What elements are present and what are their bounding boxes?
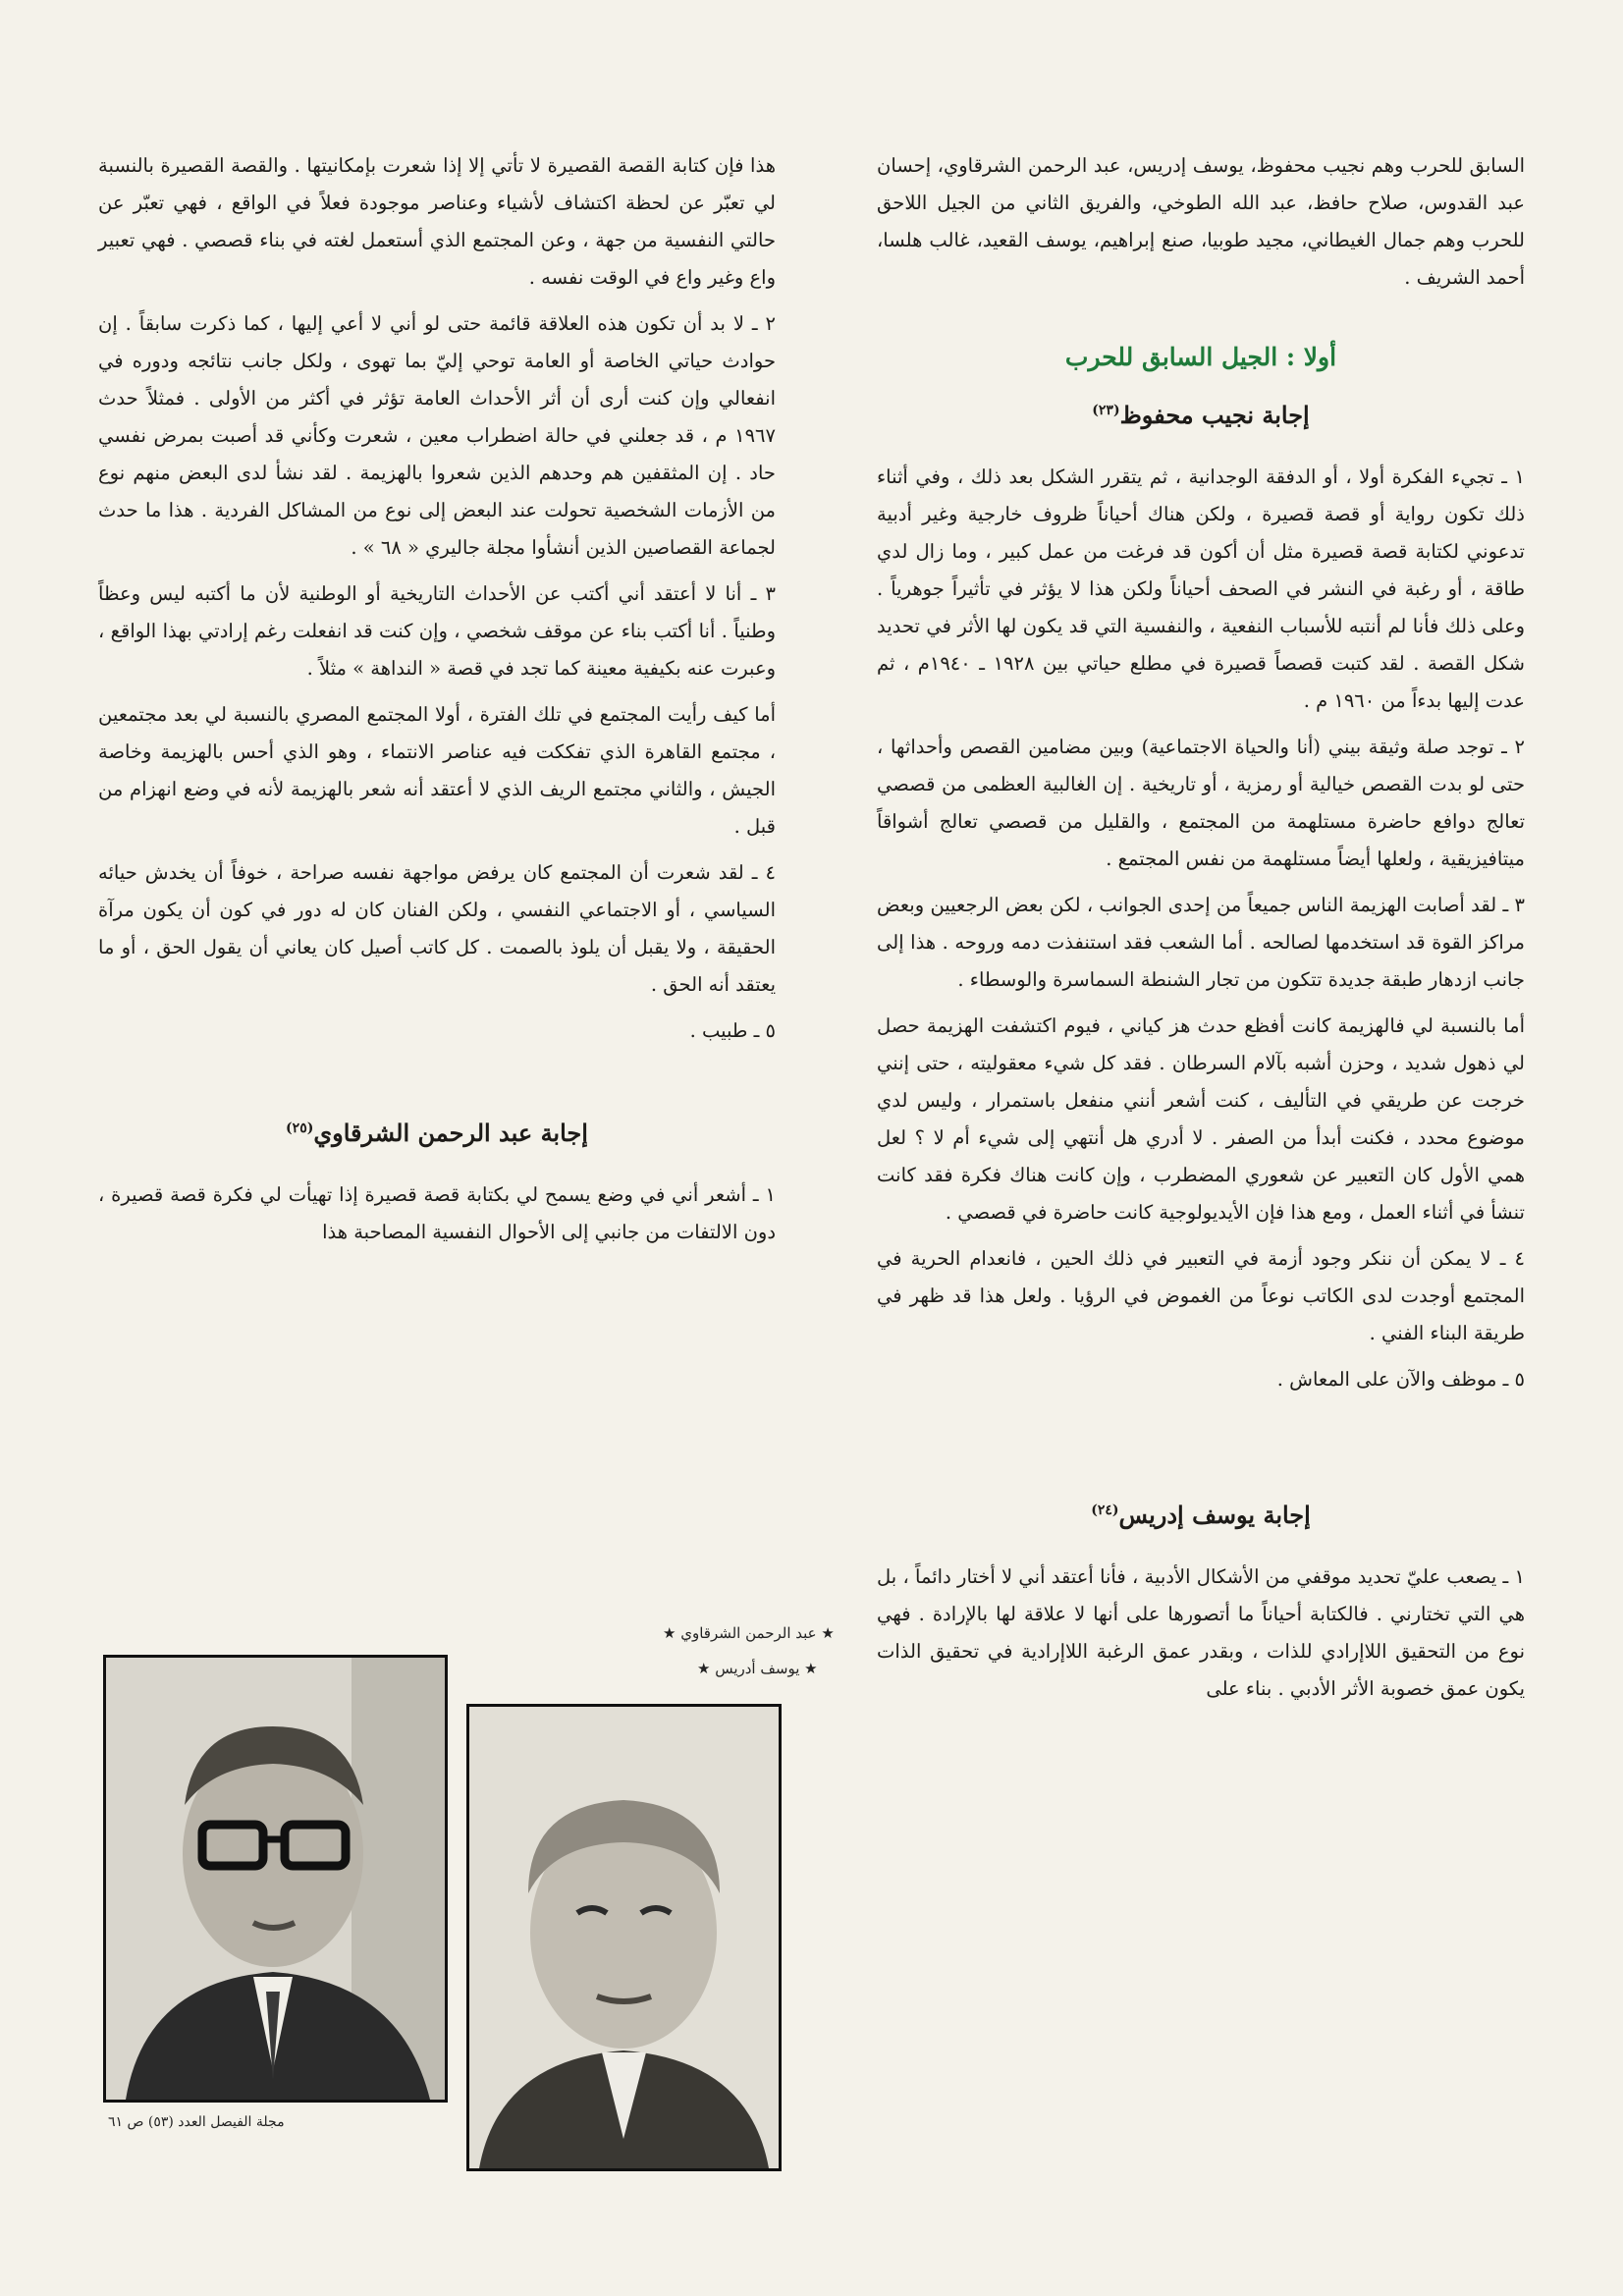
heading-idris-footnote: (٢٤) [1091,1503,1119,1518]
photos-area [98,1611,835,2160]
idris-answer-3: ٣ ـ أنا لا أعتقد أني أكتب عن الأحداث التاريخية أو الوطنية لأن ما أكتبه ليس وعظاً وطنياً . أنا أكتب بناء عن موقف شخصي ، وإن كنت قد انفعلت رغم إرادتي بهذا الواقع ، وعبرت عنه بكيفية معينة كما تجد في قصة « النداهة » مثلاً . [98,582,776,680]
caption-sharqawi: ★ عبد الرحمن الشرقاوي ★ [663,1624,835,1642]
heading-mahfouz [877,391,1525,435]
portrait-sharqawi-illustration [106,1658,445,2100]
heading-sharqawi [98,1109,776,1153]
heading-idris [877,1491,1525,1535]
idris-answer-5: ٥ ـ طبيب . [689,1019,776,1042]
caption-idris: ★ يوسف أدريس ★ [697,1660,818,1677]
section-title-prewar-generation: أولا : الجيل السابق للحرب [1064,343,1337,371]
right-column [877,147,1525,1708]
idris-answer-4: ٤ ـ لقد شعرت أن المجتمع كان يرفض مواجهة نفسه صراحة ، خوفاً أن يخدش حيائه السياسي ، أو الاجتماعي النفسي ، ولكن الفنان كان له دور في كون أن يكون مرآة الحقيقة ، ولا يقبل أن يلوذ بالصمت . كل كاتب أصيل كان يعاني أن يقول الحق ، أو ما يعتقد أنه الحق . [98,861,776,996]
idris-answer-1: ١ ـ يصعب عليّ تحديد موقفي من الأشكال الأدبية ، فأنا أعتقد أني لا أختار دائماً ، بل هي التي تختارني . فالكتابة أحياناً ما أتصورها على أنها لا علاقة لها بالإرادة . فهي نوع من التحقيق اللاإرادي للذات ، وبقدر عمق الرغبة اللاإرادية في تحقيق الذات يكون عمق خصوبة الأثر الأدبي . بناء على [877,1565,1525,1700]
idris-answer-1-cont: هذا فإن كتابة القصة القصيرة لا تأتي إلا إذا شعرت بإمكانيتها . والقصة القصيرة بالنسبة لي تعبّر عن لحظة اكتشاف لأشياء وعناصر موجودة فعلاً في الواقع ، فهي تعبّر عن حالتي النفسية من جهة ، وعن المجتمع الذي أستعمل لغته في بناء قصصي . فهي تعبير واع وغير واع في الوقت نفسه . [98,154,776,289]
mahfouz-answer-4: ٤ ـ لا يمكن أن ننكر وجود أزمة في التعبير في ذلك الحين ، فانعدام الحرية في المجتمع أوجدت لدى الكاتب نوعاً من الغموض في الرؤيا . ولعل هذا قد ظهر في طريقة البناء الفني . [877,1247,1525,1344]
mahfouz-answer-3b: أما بالنسبة لي فالهزيمة كانت أفظع حدث هز كياني ، فيوم اكتشفت الهزيمة حصل لي ذهول شديد ، وحزن أشبه بآلام السرطان . فقد كل شيء معقوليته ، حتى إنني خرجت عن طريقي في التأليف ، كنت أشعر أنني منفعل باستمرار ، وليس لدي موضوع محدد ، فكنت أبدأ من الصفر . لا أدري هل أنتهي إلى شيء أم لا ؟ لعل همي الأول كان التعبير عن شعوري المضطرب ، وإن كانت هناك فكرة فقد كانت تنشأ في أثناء العمل ، ومع هذا فإن الأيديولوجية كانت حاضرة في قصصي . [877,1014,1525,1224]
sharqawi-answer-1: ١ ـ أشعر أني في وضع يسمح لي بكتابة قصة قصيرة إذا تهيأت لي فكرة قصة قصيرة ، دون الالتفات من جانبي إلى الأحوال النفسية المصاحبة هذا [98,1183,776,1243]
heading-sharqawi-footnote: (٢٥) [286,1121,314,1136]
heading-idris-text: إجابة يوسف إدريس [1118,1501,1311,1529]
intro-paragraph: السابق للحرب وهم نجيب محفوظ، يوسف إدريس، عبد الرحمن الشرقاوي، إحسان عبد القدوس، صلاح حافظ، عبد الله الطوخي، والفريق الثاني من الجيل اللاحق للحرب وهم جمال الغيطاني، مجيد طوبيا، صنع إبراهيم، يوسف القعيد، غالب هلسا، أحمد الشريف . [877,154,1525,289]
left-column [98,147,776,1251]
mahfouz-answer-1: ١ ـ تجيء الفكرة أولا ، أو الدفقة الوجدانية ، ثم يتقرر الشكل بعد ذلك ، وفي أثناء ذلك تكون رواية أو قصة قصيرة ، ولكن هناك أحياناً ظروف خارجية وغير أدبية تدعوني لكتابة قصة قصيرة مثل أن أكون قد فرغت من عمل كبير ، وما زال لدي طاقة ، أو رغبة في النشر في الصحف أحياناً ولكن هذا لا يؤثر في تأثيراً جوهرياً . وعلى ذلك فأنا لم أنتبه للأسباب النفعية ، والنفسية التي قد يكون لها الأثر في تحديد شكل القصة . لقد كتبت قصصاً قصيرة في مطلع حياتي بين ١٩٢٨ ـ ١٩٤٠م ، ثم عدت إليها بدءاً من ١٩٦٠ م . [877,465,1526,712]
mahfouz-answer-2: ٢ ـ توجد صلة وثيقة بيني (أنا والحياة الاجتماعية) وبين مضامين القصص وأحداثها ، حتى لو بدت القصص خيالية أو رمزية ، أو تاريخية . إن الغالبية العظمى من قصصي تعالج دوافع حاضرة مستلهمة من المجتمع ، والقليل من قصصي تعالج أشواقاً ميتافيزيقية ، ولعلها أيضاً مستلهمة من نفس المجتمع . [877,736,1525,870]
spacer [877,1398,1525,1477]
idris-answer-2: ٢ ـ لا بد أن تكون هذه العلاقة قائمة حتى لو أني لا أعي إليها ، كما ذكرت سابقاً . إن حوادث حياتي الخاصة أو العامة توحي إليّ بما تهوى ، ولكل جانب نتائجه ودوره في انفعالي وإن كنت أرى أن أثر الأحداث العامة تؤثر في أكثر من الأولى . فمثلاً حدث ١٩٦٧ م ، قد جعلني في حالة اضطراب معين ، شعرت وكأني قد أصبت بمرض نفسي حاد . إن المثقفين هم وحدهم الذين شعروا بالهزيمة . لقد نشأ لدى البعض منهم نوع من الأزمات الشخصية تحولت عند البعض إلى نوع من المشاكل الفردية . هذا ما حدث لجماعة القصاصين الذين أنشأوا مجلة جاليري « ٦٨ » . [98,312,776,559]
heading-mahfouz-footnote: (٢٣) [1092,403,1120,418]
idris-answer-3b: أما كيف رأيت المجتمع في تلك الفترة ، أولا المجتمع المصري بالنسبة لي بعد مجتمعين ، مجتمع القاهرة الذي تفككت فيه عناصر الانتماء ، وهو الذي أحس بالهزيمة وخاصة الجيش ، والثاني مجتمع الريف الذي لا أعتقد أنه شعر بالهزيمة لأنه في وضع انهزام من قبل . [98,703,776,838]
heading-mahfouz-text: إجابة نجيب محفوظ [1119,401,1310,429]
portrait-idris-photo [466,1704,782,2171]
portrait-idris-illustration [469,1707,779,2168]
heading-sharqawi-text: إجابة عبد الرحمن الشرقاوي [313,1119,588,1147]
portrait-sharqawi-photo [103,1655,448,2103]
mahfouz-answer-3: ٣ ـ لقد أصابت الهزيمة الناس جميعاً من إحدى الجوانب ، لكن بعض الرجعيين وبعض مراكز القوة قد استخدمها لصالحه . أما الشعب فقد استنفذت دمه وروحه . هذا إلى جانب ازدهار طبقة جديدة تتكون من تجار الشنطة السماسرة والوسطاء . [877,894,1525,991]
photo-source-caption: مجلة الفيصل العدد (٥٣) ص ٦١ [108,2114,285,2130]
mahfouz-answer-5: ٥ ـ موظف والآن على المعاش . [1276,1368,1525,1391]
